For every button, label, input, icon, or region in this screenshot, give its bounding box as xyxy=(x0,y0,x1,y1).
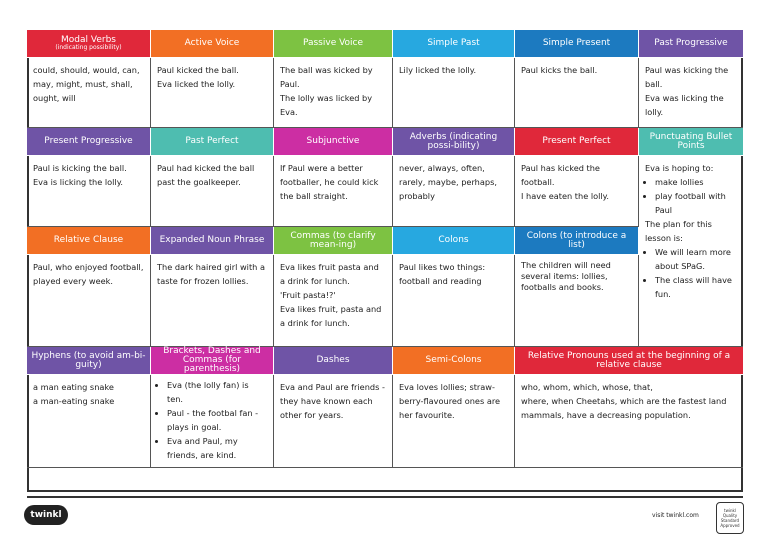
cell-past-perfect: Paul had kicked the ball past the goalkeeper. xyxy=(151,156,274,227)
header-present-progressive: Present Progressive xyxy=(27,128,151,156)
header-parenthesis: Brackets, Dashes and Commas (for parenthesis) xyxy=(151,347,274,375)
header-colons: Colons xyxy=(393,227,515,255)
header-modal-verbs xyxy=(27,30,151,58)
twinkl-logo: twinkl xyxy=(24,505,68,525)
bullet-item: • The class will have fun. xyxy=(655,273,737,301)
footer-url: visit twinkl.com xyxy=(652,512,699,519)
cell-relative-pronouns: who, whom, which, whose, that, where, when Cheetahs, which are the fastest land mammals, have a decreasing population. xyxy=(515,375,743,468)
header-simple-past: Simple Past xyxy=(393,30,515,58)
header-active-voice: Active Voice xyxy=(151,30,274,58)
cell-colons-list: The children will need several items: lollies, footballs and books. xyxy=(515,255,639,347)
quality-badge-icon: twinkl Quality Standard Approved xyxy=(716,502,744,534)
header-past-progressive: Past Progressive xyxy=(639,30,743,58)
bullet-item: • We will learn more about SPaG. xyxy=(655,245,737,273)
header-passive-voice: Passive Voice xyxy=(274,30,393,58)
cell-relative-clause: Paul, who enjoyed football, played every week. xyxy=(27,255,151,347)
bullet-item: • Eva and Paul, my friends, are kind. xyxy=(167,434,267,462)
bullet-item: • play football with Paul xyxy=(655,189,737,217)
spag-mat-grid xyxy=(27,30,743,468)
header-dashes: Dashes xyxy=(274,347,393,375)
header-colons-list: Colons (to introduce a list) xyxy=(515,227,639,255)
cell-active-voice: Paul kicked the ball. Eva licked the lolly. xyxy=(151,58,274,128)
header-bullet-points: Punctuating Bullet Points xyxy=(639,128,743,156)
header-semi-colons: Semi-Colons xyxy=(393,347,515,375)
header-subjunctive: Subjunctive xyxy=(274,128,393,156)
header-present-perfect: Present Perfect xyxy=(515,128,639,156)
cell-colons: Paul likes two things: football and reading xyxy=(393,255,515,347)
bullet-item: • Paul - the footbal fan - plays in goal. xyxy=(167,406,267,434)
header-label: Modal Verbs xyxy=(61,35,116,45)
header-commas-clarify: Commas (to clarify mean-ing) xyxy=(274,227,393,255)
cell-present-perfect: Paul has kicked the football. I have eaten the lolly. xyxy=(515,156,639,227)
cell-present-progressive: Paul is kicking the ball. Eva is licking the lolly. xyxy=(27,156,151,227)
cell-simple-present: Paul kicks the ball. xyxy=(515,58,639,128)
cell-simple-past: Lily licked the lolly. xyxy=(393,58,515,128)
bullet-item: • Eva (the lolly fan) is ten. xyxy=(167,378,267,406)
cell-subjunctive: If Paul were a better footballer, he could kick the ball straight. xyxy=(274,156,393,227)
header-past-perfect: Past Perfect xyxy=(151,128,274,156)
cell-passive-voice: The ball was kicked by Paul. The lolly was licked by Eva. xyxy=(274,58,393,128)
header-hyphens: Hyphens (to avoid am-bi-guity) xyxy=(27,347,151,375)
cell-adverbs: never, always, often, rarely, maybe, perhaps, probably xyxy=(393,156,515,227)
bullet-item: • make lollies xyxy=(655,175,737,189)
cell-bullet-points: Eva is hoping to: • make lollies • play football with Paul The plan for this lesson is: • We will learn more about SPaG. • The class will have fun. xyxy=(639,156,743,347)
header-simple-present: Simple Present xyxy=(515,30,639,58)
header-relative-pronouns: Relative Pronouns used at the beginning of a relative clause xyxy=(515,347,743,375)
header-expanded-noun-phrase: Expanded Noun Phrase xyxy=(151,227,274,255)
footer-divider xyxy=(27,496,743,498)
cell-expanded-noun-phrase: The dark haired girl with a taste for frozen lollies. xyxy=(151,255,274,347)
cell-hyphens: a man eating snake a man-eating snake xyxy=(27,375,151,468)
header-relative-clause: Relative Clause xyxy=(27,227,151,255)
cell-semi-colons: Eva loves lollies; straw-berry-flavoured ones are her favourite. xyxy=(393,375,515,468)
cell-modal-verbs: could, should, would, can, may, might, must, shall, ought, will xyxy=(27,58,151,128)
header-sublabel: (indicating possibility) xyxy=(55,44,122,51)
cell-dashes: Eva and Paul are friends - they have known each other for years. xyxy=(274,375,393,468)
cell-past-progressive: Paul was kicking the ball. Eva was licking the lolly. xyxy=(639,58,743,128)
header-adverbs: Adverbs (indicating possi-bility) xyxy=(393,128,515,156)
cell-parenthesis xyxy=(151,375,274,468)
cell-commas-clarify: Eva likes fruit pasta and a drink for lunch. 'Fruit pasta!?' Eva likes fruit, pasta and a drink for lunch. xyxy=(274,255,393,347)
